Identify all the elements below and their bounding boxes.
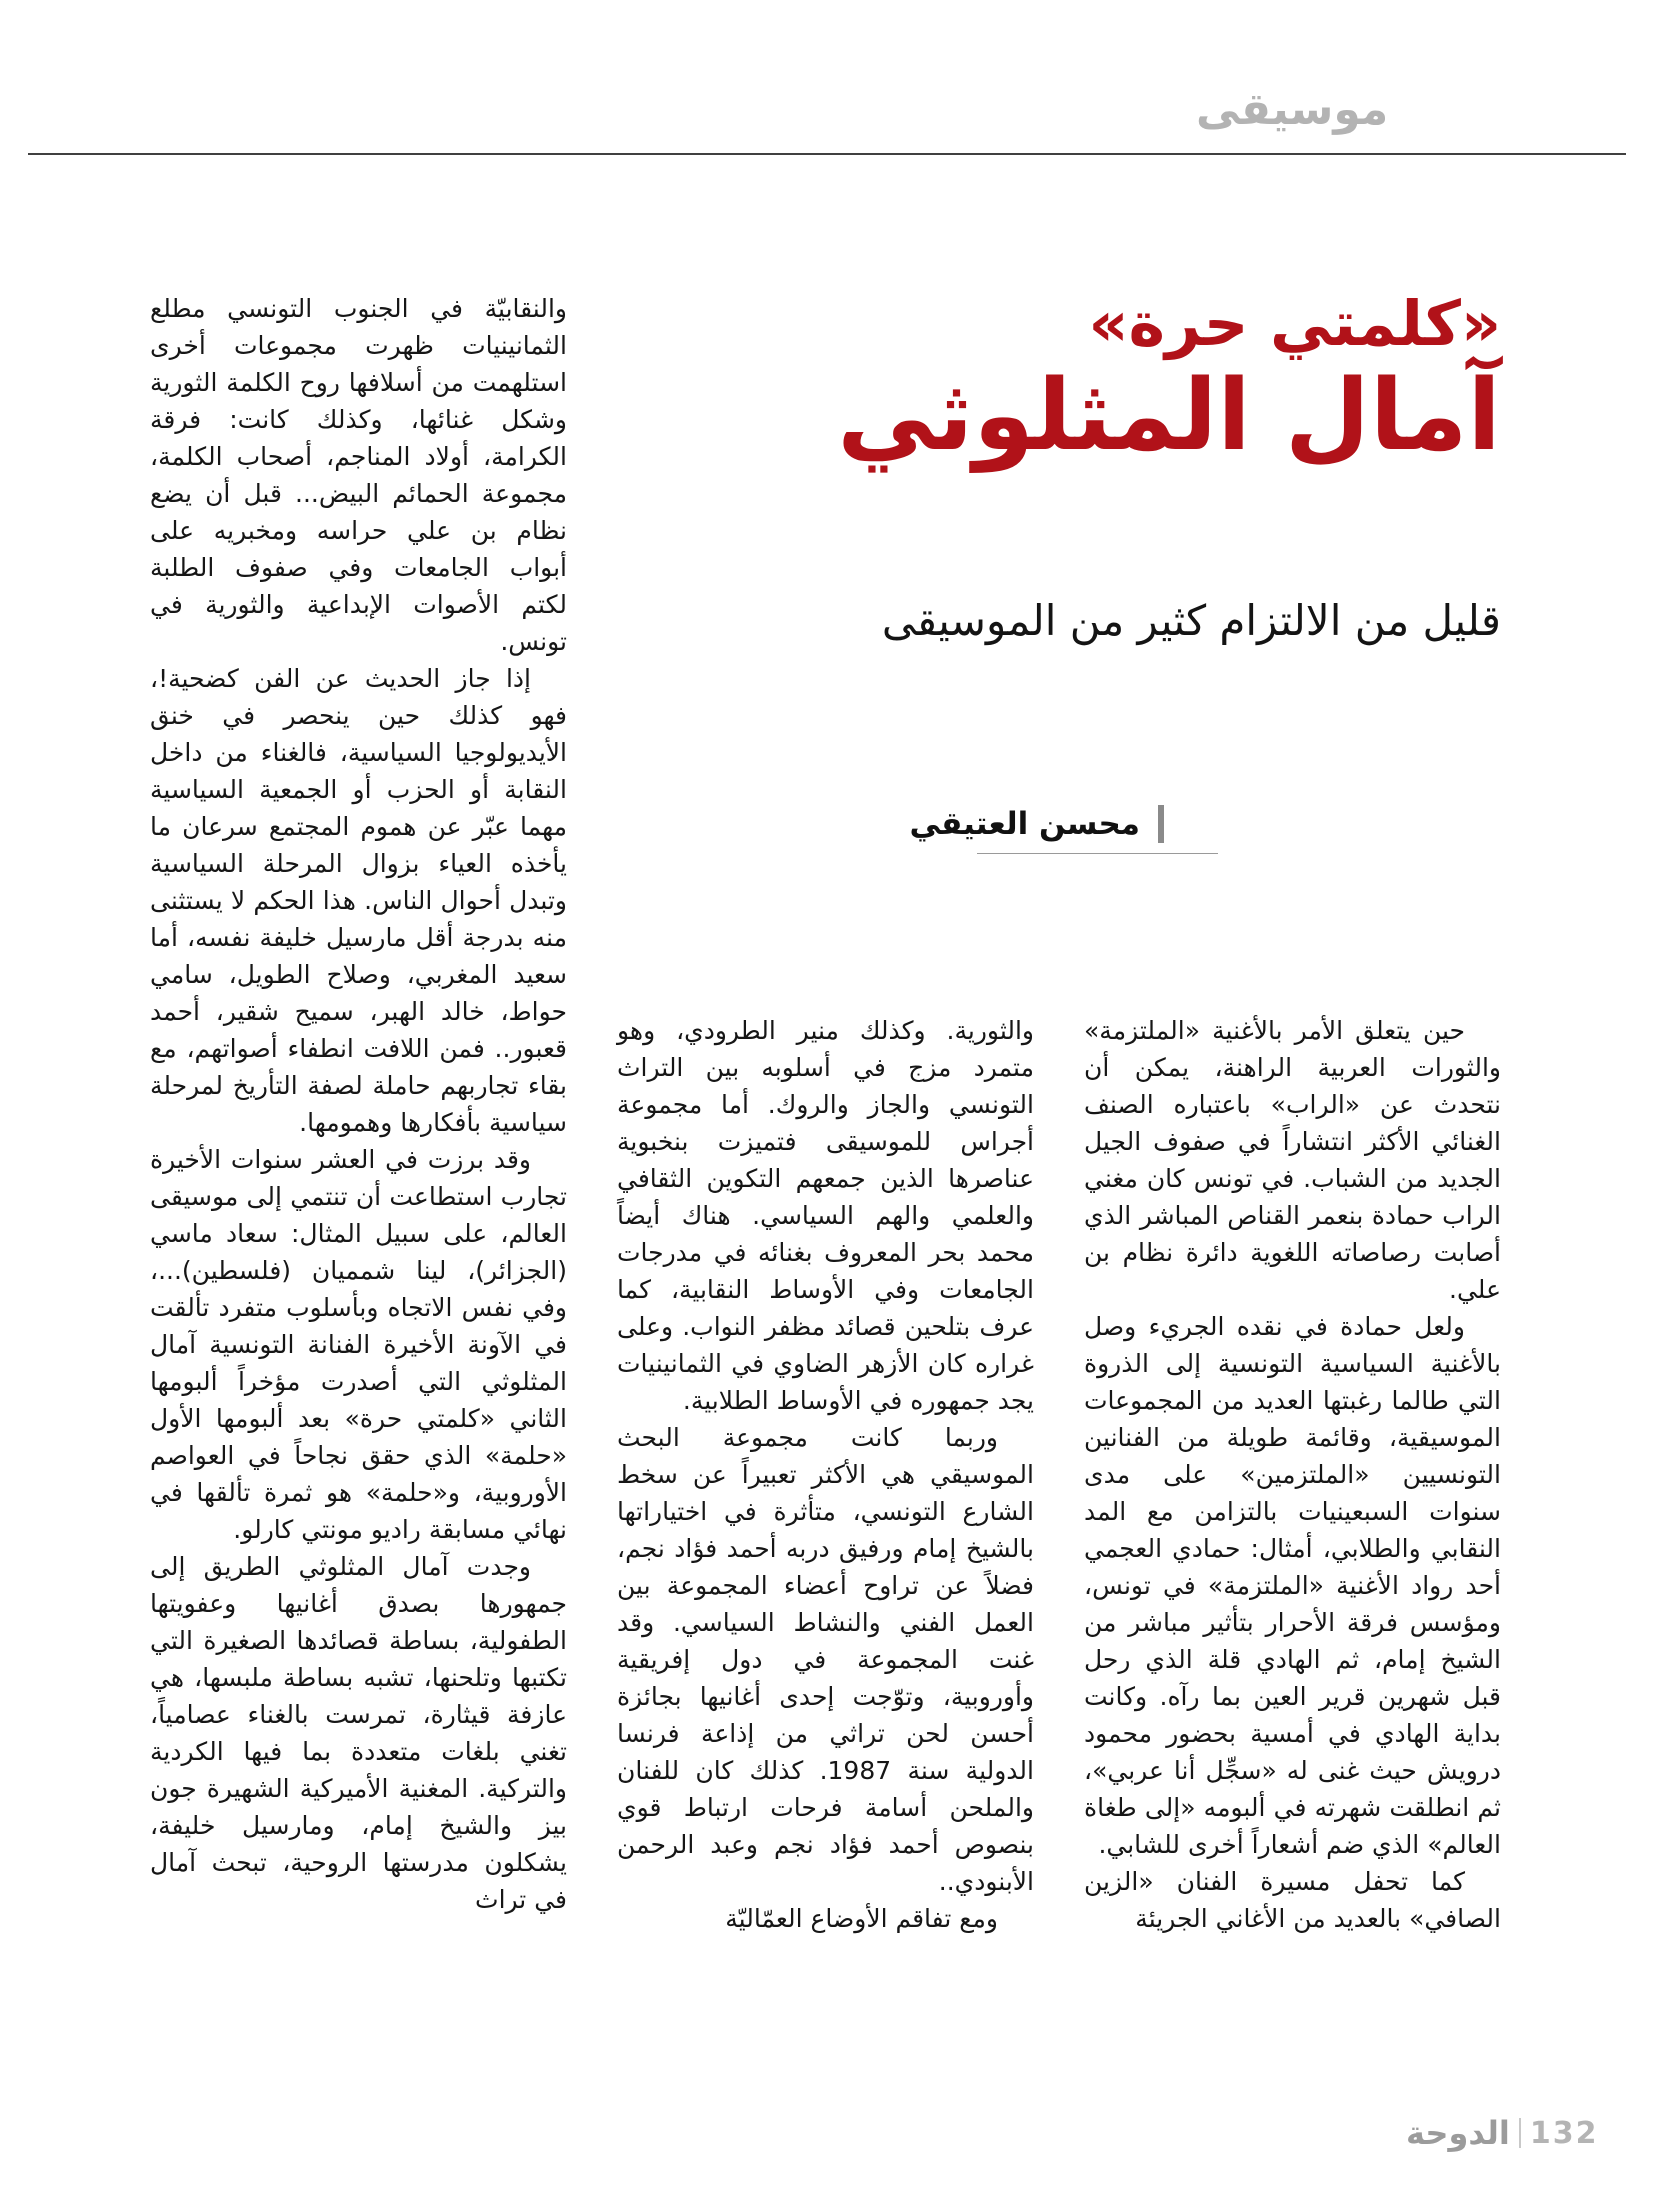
- column-right: [1084, 1012, 1501, 1937]
- magazine-name: الدوحة: [1406, 2114, 1510, 2152]
- column-middle: [617, 1012, 1034, 1937]
- paragraph: وقد برزت في العشر سنوات الأخيرة تجارب استطاعت أن تنتمي إلى موسيقى العالم، على سبيل المثال: سعاد ماسي (الجزائر)، لينا شمميان (فلسطين)...، وفي نفس الاتجاه وبأسلوب متفرد تألقت في الآونة الأخيرة الفنانة التونسية آمال المثلوثي التي أصدرت مؤخراً ألبومها الثاني «كلمتي حرة» بعد ألبومها الأول «حلمة» الذي حقق نجاحاً في العواصم الأوروبية، و«حلمة» هو ثمرة تألقها في نهائي مسابقة راديو مونتي كارلو.: [150, 1145, 567, 1544]
- paragraph: كما تحفل مسيرة الفنان «الزين الصافي» بالعديد من الأغاني الجريئة: [1084, 1867, 1501, 1933]
- paragraph: وربما كانت مجموعة البحث الموسيقي هي الأكثر تعبيراً عن سخط الشارع التونسي، متأثرة في اختياراتها بالشيخ إمام ورفيق دربه أحمد فؤاد نجم، فضلاً عن تراوح أعضاء المجموعة بين العمل الفني والنشاط السياسي. وقد غنت المجموعة في دول إفريقية وأوروبية، وتوّجت إحدى أغانيها بجائزة أحسن لحن تراثي من إذاعة فرنسا الدولية سنة 1987. كذلك كان للفنان والملحن أسامة فرحات ارتباط قوي بنصوص أحمد فؤاد نجم وعبد الرحمن الأبنودي..: [617, 1423, 1034, 1896]
- author-name: محسن العتيقي: [909, 806, 1140, 842]
- paragraph: والنقابيّة في الجنوب التونسي مطلع الثمانينيات ظهرت مجموعات أخرى استلهمت من أسلافها روح الكلمة الثورية وشكل غنائها، وكذلك كانت: فرقة الكرامة، أولاد المناجم، أصحاب الكلمة، مجموعة الحمائم البيض... قبل أن يضع نظام بن علي حراسه ومخبريه على أبواب الجامعات وفي صفوف الطلبة لكتم الأصوات الإبداعية والثورية في تونس.: [150, 294, 567, 656]
- title-block: [837, 287, 1501, 474]
- author-accent-bar: [1158, 805, 1164, 843]
- paragraph: وجدت آمال المثلوثي الطريق إلى جمهورها بصدق أغانيها وعفويتها الطفولية، بساطة قصائدها الصغيرة التي تكتبها وتلحنها، تشبه بساطة ملبسها، هي عازفة قيثارة، تمرست بالغناء عصامياً، تغني بلغات متعددة بما فيها الكردية والتركية. المغنية الأميركية الشهيرة جون بيز والشيخ إمام، ومارسيل خليفة، يشكلون مدرستها الروحية، تبحث آمال في تراث: [150, 1552, 567, 1914]
- paragraph: ولعل حمادة في نقده الجريء وصل بالأغنية السياسية التونسية إلى الذروة التي طالما رغبتها العديد من المجموعات الموسيقية، وقائمة طويلة من الفنانين التونسيين «الملتزمين» على مدى سنوات السبعينيات بالتزامن مع المد النقابي والطلابي، أمثال: حمادي العجمي أحد رواد الأغنية «الملتزمة» في تونس، ومؤسس فرقة الأحرار بتأثير مباشر من الشيخ إمام، ثم الهادي قلة الذي رحل قبل شهرين قرير العين بما رآه. وكانت بداية الهادي في أمسية بحضور محمود درويش حيث غنى له «سجِّل أنا عربي»، ثم انطلقت شهرته في ألبومه «إلى طغاة العالم» الذي ضم أشعاراً أخرى للشابي.: [1084, 1312, 1501, 1859]
- paragraph: إذا جاز الحديث عن الفن كضحية!، فهو كذلك حين ينحصر في خنق الأيديولوجيا السياسية، فالغناء من داخل النقابة أو الحزب أو الجمعية السياسية مهما عبّر عن هموم المجتمع سرعان ما يأخذه العياء بزوال المرحلة السياسية وتبدل أحوال الناس. هذا الحكم لا يستثنى منه بدرجة أقل مارسيل خليفة نفسه، أما سعيد المغربي، وصلاح الطويل، سامي حواط، خالد الهبر، سميح شقير، أحمد قعبور.. فمن اللافت انطفاء أصواتهم، مع بقاء تجاربهم حاملة لصفة التأريخ لمرحلة سياسية بأفكارها وهمومها.: [150, 664, 567, 1137]
- paragraph: والثورية. وكذلك منير الطرودي، وهو متمرد مزج في أسلوبه بين التراث التونسي والجاز والروك. أما مجموعة أجراس للموسيقى فتميزت بنخبوية عناصرها الذين جمعهم التكوين الثقافي والعلمي والهم السياسي. هناك أيضاً محمد بحر المعروف بغنائه في مدرجات الجامعات وفي الأوساط النقابية، كما عرف بتلحين قصائد مظفر النواب. وعلى غراره كان الأزهر الضاوي في الثمانينيات يجد جمهوره في الأوساط الطلابية.: [617, 1016, 1034, 1415]
- article-title-album: «كلمتي حرة»: [1088, 287, 1501, 360]
- article-subtitle: قليل من الالتزام كثير من الموسيقى: [881, 596, 1501, 645]
- article-title-artist: آمال المثلوثي: [837, 359, 1501, 474]
- author-block: [909, 805, 1164, 843]
- page-footer: [1406, 2114, 1598, 2152]
- section-label: موسيقى: [1196, 84, 1389, 135]
- header-rule: [28, 153, 1626, 155]
- page-number: 132: [1529, 2115, 1599, 2151]
- footer-divider: [1519, 2118, 1521, 2148]
- paragraph: حين يتعلق الأمر بالأغنية «الملتزمة» والثورات العربية الراهنة، يمكن أن نتحدث عن «الراب» باعتباره الصنف الغنائي الأكثر انتشاراً في صفوف الجيل الجديد من الشباب. في تونس كان مغني الراب حمادة بنعمر القناص المباشر الذي أصابت رصاصاته اللغوية دائرة نظام بن علي.: [1084, 1016, 1501, 1304]
- column-left: [150, 290, 567, 1918]
- paragraph: ومع تفاقم الأوضاع العمّاليّة: [725, 1904, 998, 1933]
- author-underline: [977, 853, 1218, 854]
